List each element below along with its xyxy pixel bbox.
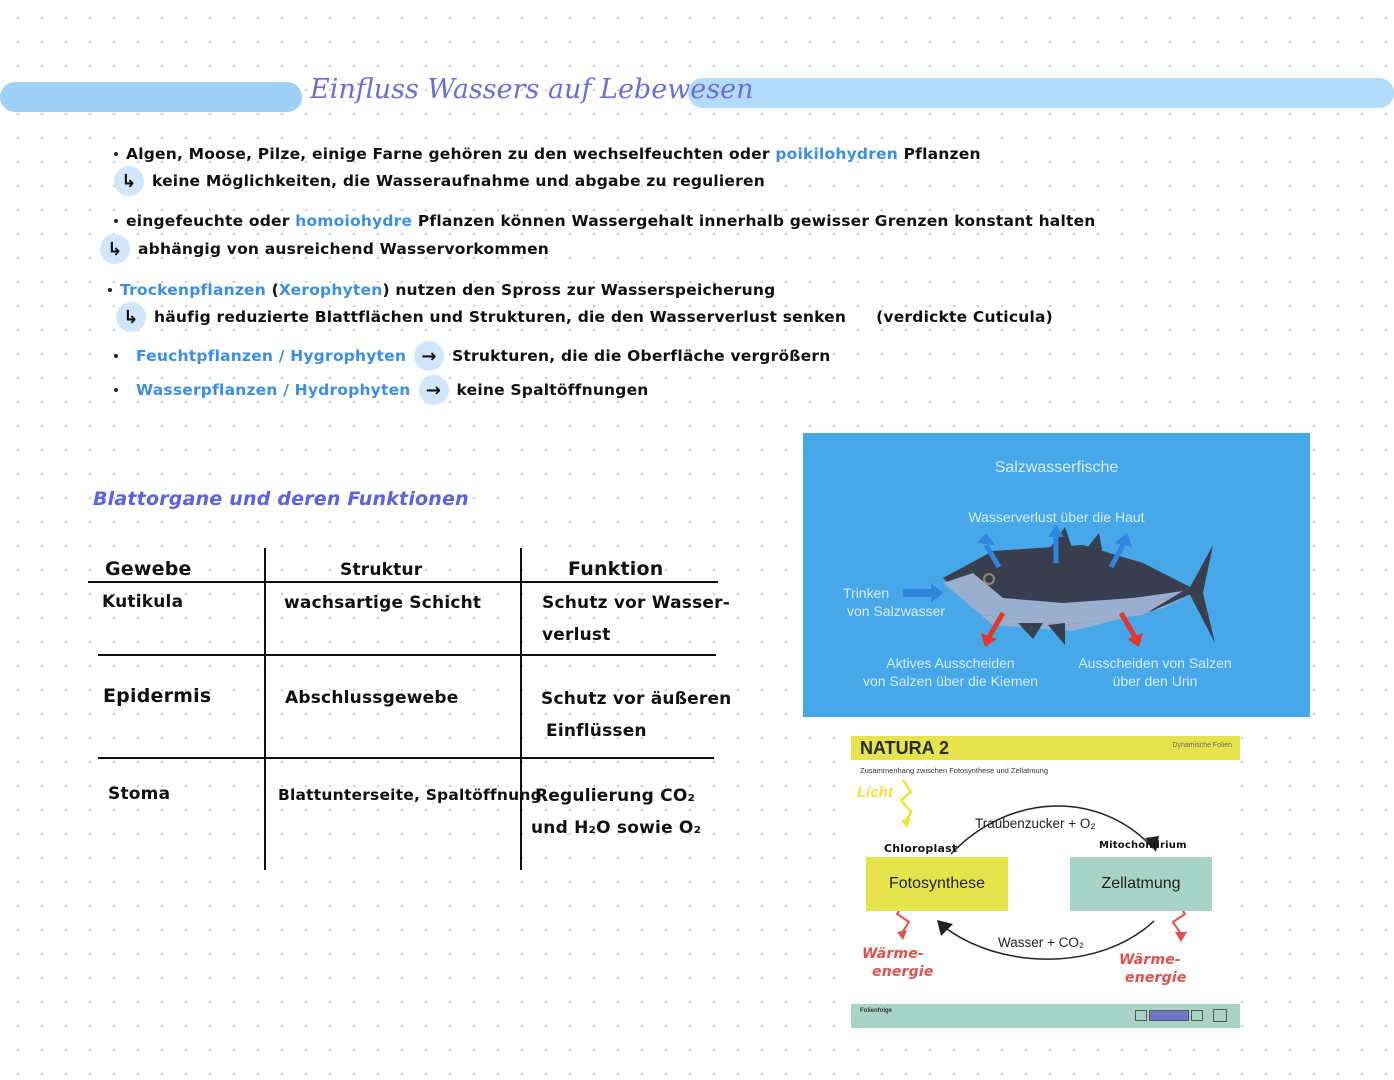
note-line-4 xyxy=(100,234,549,264)
note-text: Algen, Moose, Pilze, einige Farne gehören zu den wechselfeuchten oder poikilohydren Pflanzen xyxy=(126,145,981,163)
dorsal-fin-2 xyxy=(1083,533,1103,555)
table-cell: Abschlussgewebe xyxy=(285,688,459,708)
note-line-8 xyxy=(114,375,649,405)
heat-right-head xyxy=(1175,932,1187,942)
table-row-rule xyxy=(98,757,714,759)
figure-title: Salzwasserfische xyxy=(994,459,1119,476)
zellatmung-block: Zellatmung xyxy=(1070,857,1212,911)
note-line-3 xyxy=(114,212,1096,230)
natura-figure xyxy=(851,736,1240,1028)
prev-slide-icon[interactable] xyxy=(1135,1010,1147,1021)
bullet-icon xyxy=(114,354,118,358)
natura-title: NATURA 2 xyxy=(860,738,949,758)
top-label: Wasserverlust über die Haut xyxy=(968,509,1145,525)
note-extra: (verdickte Cuticula) xyxy=(876,308,1053,326)
page-title: Einfluss Wassers auf Lebewesen xyxy=(310,74,754,105)
footer-label: Folienfolge xyxy=(860,1008,892,1014)
skin-arrow-right-head xyxy=(1115,533,1132,547)
slide-progress-bar[interactable] xyxy=(1149,1010,1189,1021)
bottom-flow-arrowhead xyxy=(937,920,953,936)
note-line-6 xyxy=(116,302,1053,332)
note-line-7 xyxy=(114,341,830,371)
title-band-left xyxy=(0,82,302,112)
arrow-right-icon: → xyxy=(414,341,444,371)
top-flow-label: Traubenzucker + O₂ xyxy=(975,816,1096,831)
light-arrow-head xyxy=(901,818,911,828)
bullet-icon xyxy=(108,288,112,292)
table-header: Gewebe xyxy=(105,558,192,580)
note-text: Trockenpflanzen (Xerophyten) nutzen den Spross zur Wasserspeicherung xyxy=(120,281,776,299)
table-col-divider xyxy=(520,548,522,870)
note-term: Feuchtpflanzen / Hygrophyten xyxy=(136,347,407,365)
arrow-right-icon: → xyxy=(419,375,449,405)
tail-fin xyxy=(1188,545,1215,643)
licht-label: Licht xyxy=(857,784,893,801)
table-header-rule xyxy=(88,581,718,583)
bullet-icon xyxy=(114,388,118,392)
ventral-fin-2 xyxy=(1048,623,1065,645)
table-cell: Kutikula xyxy=(102,592,184,612)
table-cell: wachsartige Schicht xyxy=(284,593,482,613)
table-header: Struktur xyxy=(340,560,423,580)
bullet-icon xyxy=(114,219,118,223)
skin-arrow-left-head xyxy=(977,533,995,545)
bottom-right-line2: über den Urin xyxy=(1112,673,1198,689)
return-arrow-icon: ↳ xyxy=(116,302,146,332)
table-cell: Schutz vor Wasser- xyxy=(542,593,730,613)
table-cell: verlust xyxy=(542,625,611,645)
table-row-rule xyxy=(98,654,716,656)
section-heading: Blattorgane und deren Funktionen xyxy=(93,488,469,510)
bullet-icon xyxy=(114,152,118,156)
heat-left-label-2: energie xyxy=(872,964,934,980)
natura-footer xyxy=(851,1004,1240,1028)
note-term: Wasserpflanzen / Hydrophyten xyxy=(136,381,411,399)
natura-subtitle: Zusammenhang zwischen Fotosynthese und Zellatmung xyxy=(860,766,1049,775)
note-text: keine Spaltöffnungen xyxy=(456,381,649,399)
bottom-left-line2: von Salzen über die Kiemen xyxy=(862,673,1039,689)
natura-tag: Dynamische Folien xyxy=(1172,742,1232,749)
skin-arrow-mid-head xyxy=(1048,525,1064,537)
heat-right-label-1: Wärme- xyxy=(1119,952,1181,968)
note-line-1 xyxy=(114,145,981,163)
drink-arrow-head xyxy=(931,583,943,603)
note-text: abhängig von ausreichend Wasservorkommen xyxy=(138,240,550,258)
note-text: Strukturen, die die Oberfläche vergrößern xyxy=(452,347,831,365)
heat-left-head xyxy=(897,930,907,940)
heat-right-label-2: energie xyxy=(1125,970,1187,986)
note-text: häufig reduzierte Blattflächen und Strukturen, die den Wasserverlust senken xyxy=(154,308,847,326)
bottom-right-line1: Ausscheiden von Salzen xyxy=(1078,655,1232,671)
note-line-5 xyxy=(108,281,775,299)
ventral-fin xyxy=(1018,623,1043,639)
note-line-2 xyxy=(114,166,765,196)
dorsal-fin xyxy=(1048,527,1073,551)
salt-water-fish-figure xyxy=(803,433,1310,717)
chloroplast-label: Chloroplast xyxy=(884,842,958,855)
return-arrow-icon: ↳ xyxy=(114,166,144,196)
table-cell: Regulierung CO₂ xyxy=(535,786,696,806)
heat-left-label-1: Wärme- xyxy=(862,946,924,962)
table-cell: Blattunterseite, Spaltöffnung xyxy=(278,786,542,804)
note-text: keine Möglichkeiten, die Wasseraufnahme und abgabe zu regulieren xyxy=(152,172,765,190)
table-cell: Epidermis xyxy=(103,685,212,707)
left-label-line2: von Salzwasser xyxy=(847,603,946,619)
table-col-divider xyxy=(264,548,266,870)
home-icon[interactable] xyxy=(1213,1009,1227,1022)
bottom-flow-label: Wasser + CO₂ xyxy=(998,935,1085,950)
mitochondrium-label: Mitochondrium xyxy=(1099,840,1187,851)
title-band-right xyxy=(688,78,1394,108)
note-text: eingefeuchte oder homoiohydre Pflanzen können Wassergehalt innerhalb gewisser Grenzen konstant halten xyxy=(126,212,1096,230)
next-slide-icon[interactable] xyxy=(1191,1010,1203,1021)
return-arrow-icon: ↳ xyxy=(100,234,130,264)
table-cell: und H₂O sowie O₂ xyxy=(531,818,702,838)
table-cell: Stoma xyxy=(108,784,171,804)
light-squiggle xyxy=(901,780,911,824)
table-cell: Schutz vor äußeren xyxy=(541,689,732,709)
bottom-left-line1: Aktives Ausscheiden xyxy=(886,655,1015,671)
table-cell: Einflüssen xyxy=(546,721,647,741)
left-label-line1: Trinken xyxy=(843,585,890,601)
table-header: Funktion xyxy=(568,558,664,580)
fotosynthese-block: Fotosynthese xyxy=(866,857,1008,911)
